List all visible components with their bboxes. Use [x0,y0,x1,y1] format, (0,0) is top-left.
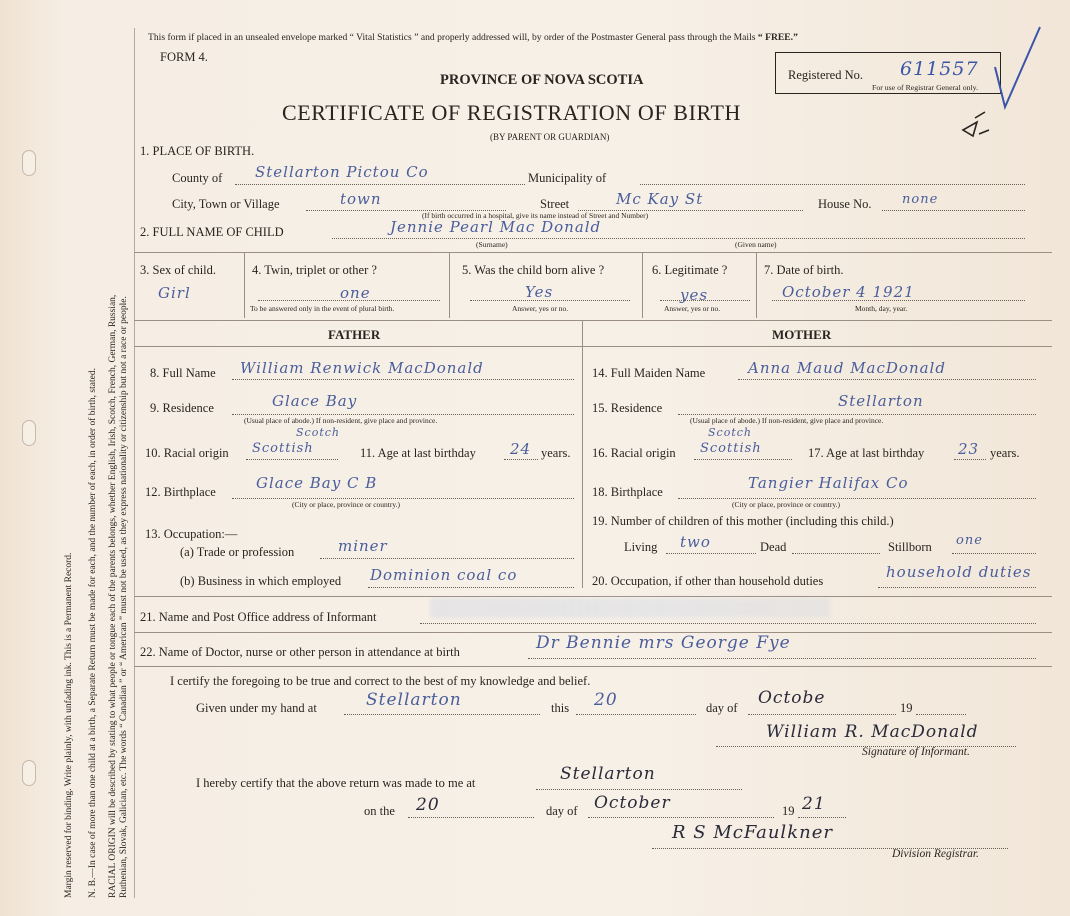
street-value: Mc Kay St [616,190,704,208]
child-name-value: Jennie Pearl Mac Donald [390,218,602,236]
divider [449,252,450,318]
margin-note-racial-2: Ruthenian, Slovak, Galician, etc. The words “ Canadian ” or “ American ” must not be used, as they express nationality or citizenship but not a race or people. [119,296,129,898]
on-day-value: 20 [416,795,440,815]
living-field [666,553,756,554]
mother-racial-above: Scotch [708,426,752,439]
mother-birthplace-note: (City or place, province or country.) [732,500,841,509]
father-birthplace-field [232,498,574,499]
father-racial-label: 10. Racial origin [145,446,229,460]
business-label: (b) Business in which employed [180,574,342,588]
house-field [882,210,1025,211]
divider [134,320,1052,321]
father-residence-note: (Usual place of abode.) If non-resident, give place and province. [244,416,438,425]
twin-label: 4. Twin, triplet or other ? [252,263,377,277]
county-field [235,184,525,185]
mother-racial-field [694,459,792,460]
alive-value: Yes [525,283,554,301]
legitimate-label: 6. Legitimate ? [652,263,728,277]
legitimate-note: Answer, yes or no. [664,304,721,313]
margin-note-racial: RACIAL ORIGIN will be described by stating to what people or tongue each of the parents belongs, whether English, Irish, Scotch, French, German, Russian, [108,294,118,898]
father-age-value: 24 [510,440,532,458]
year-prefix: 19 [900,701,913,715]
postal-notice: This form if placed in an unsealed envelope marked “ Vital Statistics ” and properly addressed will, by order of the Postmaster General pass through the Mails “ FREE.” [148,32,798,43]
margin-rule [134,28,135,898]
month-field [748,714,896,715]
page-title: CERTIFICATE OF REGISTRATION OF BIRTH [282,100,741,125]
divider [134,666,1052,667]
month-value: Octobe [758,688,826,708]
mother-name-value: Anna Maud MacDonald [748,359,946,377]
county-label: County of [172,171,223,185]
mother-residence-value: Stellarton [838,392,924,410]
mother-age-label: 17. Age at last birthday [808,446,925,460]
alive-note: Answer, yes or no. [512,304,569,313]
county-value: Stellarton Pictou Co [255,163,429,181]
year2-value: 21 [802,794,826,814]
trade-label: (a) Trade or profession [180,545,295,559]
this-day-field [576,714,696,715]
month2-field [588,817,774,818]
informant-label: 21. Name and Post Office address of Informant [140,610,377,624]
mother-occupation-value: household duties [886,563,1032,581]
doctor-label: 22. Name of Doctor, nurse or other person in attendance at birth [140,645,460,659]
street-note: (If birth occurred in a hospital, give its name instead of Street and Number) [422,211,649,220]
mother-heading: MOTHER [772,327,832,342]
place-of-birth-label: 1. PLACE OF BIRTH. [140,144,255,158]
father-residence-field [232,414,574,415]
stillborn-label: Stillborn [888,540,932,554]
sex-value: Girl [158,284,191,302]
binding-hole [22,420,36,446]
city-label: City, Town or Village [172,197,280,211]
divider [642,252,643,318]
mother-birthplace-label: 18. Birthplace [592,485,663,499]
father-birthplace-label: 12. Birthplace [145,485,216,499]
mother-racial-value: Scottish [700,441,762,456]
father-name-value: William Renwick MacDonald [240,359,484,377]
alive-label: 5. Was the child born alive ? [462,263,605,277]
informant-field [420,623,1036,624]
day-of-label-2: day of [546,804,578,818]
father-birthplace-note: (City or place, province or country.) [292,500,401,509]
father-name-label: 8. Full Name [150,366,216,380]
divider [756,252,757,318]
dead-field [792,553,880,554]
mother-name-label: 14. Full Maiden Name [592,366,706,380]
city-value: town [340,190,382,208]
mother-residence-label: 15. Residence [592,401,663,415]
children-count-label: 19. Number of children of this mother (including this child.) [592,514,894,528]
registered-label: Registered No. [788,68,863,82]
given-under-label: Given under my hand at [196,701,317,715]
year2-prefix: 19 [782,804,795,818]
month2-value: October [594,793,671,813]
trade-field [320,558,574,559]
province-heading: PROVINCE OF NOVA SCOTIA [440,72,644,88]
registrar-signature: R S McFaulkner [672,822,833,843]
living-label: Living [624,540,658,554]
father-heading: FATHER [328,327,381,342]
house-value: none [902,192,939,207]
sex-label: 3. Sex of child. [140,263,217,277]
registrar-label: Division Registrar. [892,848,979,860]
dead-label: Dead [760,540,787,554]
page-subtitle: (BY PARENT OR GUARDIAN) [490,132,610,142]
father-racial-above: Scotch [296,426,340,439]
mother-age-value: 23 [958,440,980,458]
registrar-place-value: Stellarton [560,764,656,784]
mother-birthplace-value: Tangier Halifax Co [748,474,909,492]
registrar-place-field [536,789,742,790]
twin-value: one [340,284,371,302]
mother-racial-label: 16. Racial origin [592,446,676,460]
mother-residence-field [678,414,1036,415]
erased-informant-entry [430,598,830,618]
year2-field [798,817,846,818]
mother-age-unit: years. [990,446,1020,460]
father-name-field [232,379,574,380]
year-field [916,714,966,715]
street-label: Street [540,197,570,211]
day-of-label: day of [706,701,738,715]
informant-signature-label: Signature of Informant. [862,746,970,758]
form-number: FORM 4. [160,50,208,64]
mother-name-field [738,379,1036,380]
dob-note: Month, day, year. [855,304,908,313]
mother-birthplace-field [678,498,1036,499]
given-place-field [344,714,540,715]
father-residence-label: 9. Residence [150,401,214,415]
dob-label: 7. Date of birth. [764,263,844,277]
father-age-field [504,459,538,460]
margin-note-binding: Margin reserved for binding. Write plainly, with unfading ink. This is a Permanent Record. [64,552,74,898]
father-racial-value: Scottish [252,441,314,456]
doctor-value: Dr Bennie mrs George Fye [536,633,791,653]
given-name-note: (Given name) [735,240,777,249]
municipality-label: Municipality of [528,171,607,185]
occupation-label: 13. Occupation:— [145,527,238,541]
child-name-label: 2. FULL NAME OF CHILD [140,225,284,239]
father-age-label: 11. Age at last birthday [360,446,476,460]
municipality-field [640,184,1025,185]
doctor-field [528,658,1036,659]
divider [244,252,245,318]
mother-occupation-field [878,587,1036,588]
given-place-value: Stellarton [366,690,462,710]
dob-value: October 4 1921 [782,283,915,301]
living-value: two [680,533,711,551]
stillborn-value: one [956,533,983,548]
father-racial-field [246,459,338,460]
legitimate-value: yes [680,286,709,304]
business-field [368,587,574,588]
registered-note: For use of Registrar General only. [872,83,979,92]
certification-statement: I certify the foregoing to be true and correct to the best of my knowledge and belief. [170,674,591,688]
mother-occupation-label: 20. Occupation, if other than household duties [592,574,824,588]
margin-note-nb: N. B.—In case of more than one child at a birth, a Separate Return must be made for each, and the number of each, in order of birth, stated. [88,368,98,898]
business-value: Dominion coal co [370,566,518,584]
binding-hole [22,150,36,176]
father-residence-value: Glace Bay [272,392,358,410]
house-label: House No. [818,197,872,211]
child-name-field [332,238,1025,239]
divider [134,596,1052,597]
on-the-label: on the [364,804,395,818]
father-age-unit: years. [541,446,571,460]
divider [134,346,1052,347]
this-label: this [551,701,570,715]
mother-age-field [954,459,986,460]
mother-residence-note: (Usual place of abode.) If non-resident, give place and province. [690,416,884,425]
informant-signature: William R. MacDonald [766,722,979,742]
stillborn-field [952,553,1036,554]
registrar-statement: I hereby certify that the above return was made to me at [196,776,476,790]
divider [134,252,1052,253]
on-day-field [408,817,534,818]
surname-note: (Surname) [476,240,508,249]
divider [582,320,583,588]
checkmark-icon [955,22,1045,142]
registered-number: 611557 [900,58,979,80]
twin-note: To be answered only in the event of plural birth. [250,304,395,313]
father-birthplace-value: Glace Bay C B [256,474,378,492]
trade-value: miner [338,537,388,555]
this-day-value: 20 [594,690,618,710]
binding-hole [22,760,36,786]
